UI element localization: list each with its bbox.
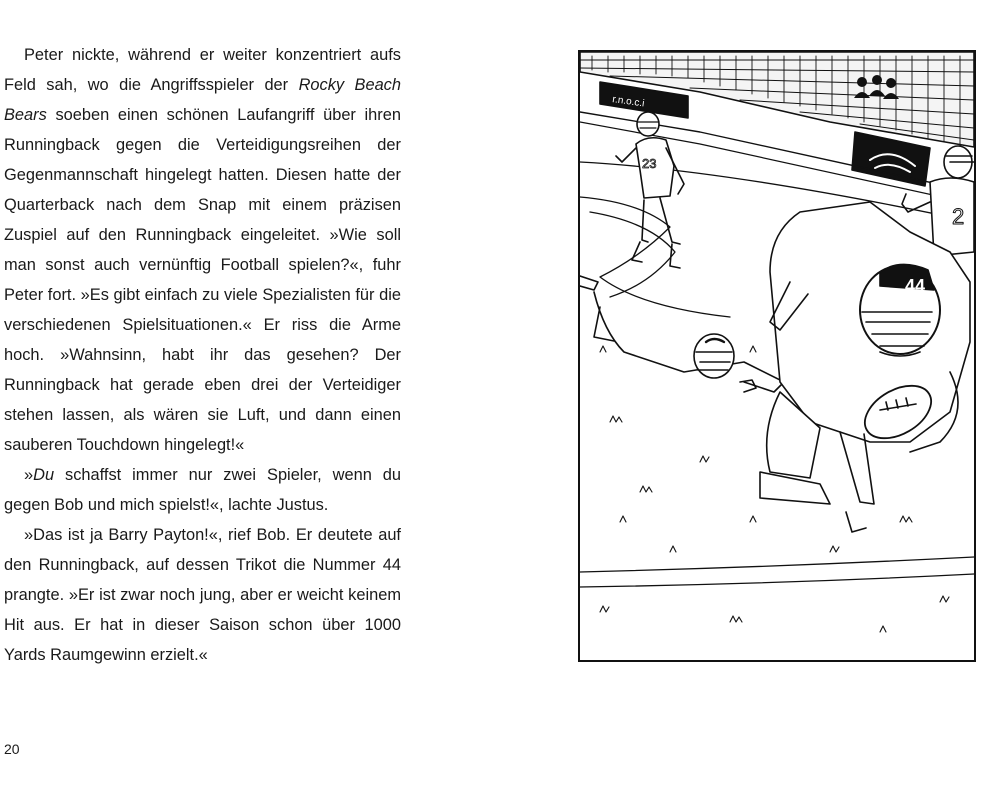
runningback-44 [760, 202, 970, 532]
jersey-number-44: 44 [905, 276, 926, 296]
paragraph-text: » [24, 466, 34, 484]
paragraph-text: schaffst immer nur zwei Spieler, wenn du gegen Bob und mich spielst!«, lachte Justus. [4, 466, 401, 514]
emphasis-italic: Du [33, 466, 55, 484]
page-number: 20 [4, 741, 20, 757]
paragraph-text: »Das ist ja Barry Payton!«, rief Bob. Er deutete auf den Runningback, auf dessen Trikot die Nummer 44 prangte. »Er ist zwar noch jung, aber er weicht keinem Hit aus. Er hat in dieser Saison schon über 1000 Yards Raumgewinn erzielt.« [4, 526, 401, 664]
stadium-banner [852, 132, 930, 186]
team-name-italic: Rocky Beach Bears [4, 76, 401, 124]
paragraph [4, 460, 401, 520]
paragraph [4, 40, 401, 460]
paragraph-text: Peter nickte, während er weiter konzentriert aufs Feld sah, wo die Angriffsspieler der [4, 46, 401, 94]
stadium-sign-text: r.n.o.c.i [611, 94, 646, 110]
football-illustration [578, 50, 976, 662]
jersey-number-2: 2 [952, 204, 965, 229]
paragraph-text: soeben einen schönen Laufangriff über ihren Runningback gegen die Verteidigungsreihen der Gegenmannschaft hingelegt hatten. Diesen hatte der Quarterback nach dem Snap mit einem präzisen Zuspiel auf den Runningback eingeleitet. »Wie soll man sonst auch vernünftig Football spielen?«, fuhr Peter fort. »Es gibt einfach zu viele Spezialisten für die verschiedenen Spielsituationen.« Er riss die Arme hoch. »Wahnsinn, habt ihr das gesehen? Der Runningback hat gerade eben drei der Verteidiger stehen lassen, als wären sie Luft, und dann einen sauberen Touchdown hingelegt!« [4, 106, 401, 454]
paragraph [4, 520, 401, 670]
story-text [4, 40, 401, 670]
jersey-number-23: 23 [642, 156, 657, 171]
tackled-player [580, 276, 784, 392]
